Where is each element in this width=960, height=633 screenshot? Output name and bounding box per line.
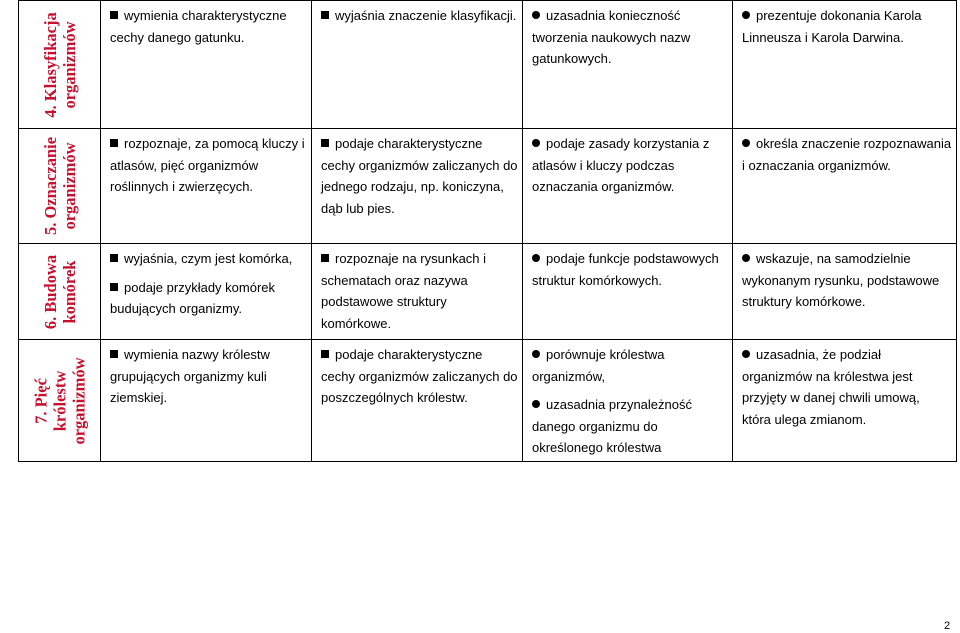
circle-bullet-icon [532, 11, 540, 19]
requirement-text: wymienia nazwy królestw grupujących organizmy kuli ziemskiej. [110, 347, 270, 405]
table-row [19, 1, 957, 129]
requirement-cell [312, 1, 523, 129]
requirement-item [110, 133, 307, 198]
section-title-line: 4. Klasyfikacja [40, 11, 60, 118]
requirement-text: podaje funkcje podstawowych struktur komórkowych. [532, 251, 719, 288]
requirement-item [321, 5, 518, 27]
table-row [19, 244, 957, 340]
section-title [41, 254, 79, 328]
requirement-text: prezentuje dokonania Karola Linneusza i Karola Darwina. [742, 8, 922, 45]
requirement-item [742, 133, 952, 176]
section-title-line: komórek [59, 260, 79, 323]
requirement-text: wyjaśnia, czym jest komórka, [124, 251, 293, 266]
requirement-text: określa znaczenie rozpoznawania i oznaczania organizmów. [742, 136, 952, 173]
section-title-line: organizmów [59, 20, 79, 109]
section-title-cell [19, 244, 101, 340]
requirement-item [110, 248, 307, 270]
circle-bullet-icon [742, 139, 750, 147]
requirement-cell [523, 129, 733, 244]
requirement-text: wyjaśnia znaczenie klasyfikacji. [335, 8, 517, 23]
requirement-cell [733, 340, 957, 462]
requirement-cell [733, 129, 957, 244]
section-title-line: organizmów [69, 356, 88, 445]
requirement-item [742, 248, 952, 313]
requirement-text: podaje zasady korzystania z atlasów i kluczy podczas oznaczania organizmów. [532, 136, 710, 194]
requirement-cell [733, 1, 957, 129]
section-title-cell [19, 340, 101, 462]
requirement-text: uzasadnia przynależność danego organizmu do określonego królestwa [532, 397, 692, 455]
requirement-item [110, 344, 307, 409]
square-bullet-icon [110, 11, 118, 19]
requirement-text: rozpoznaje, za pomocą kluczy i atlasów, pięć organizmów roślinnych i zwierzęcych. [110, 136, 305, 194]
requirement-cell [312, 129, 523, 244]
page-number: 2 [944, 620, 951, 632]
section-title [41, 12, 79, 117]
square-bullet-icon [321, 11, 329, 19]
square-bullet-icon [321, 254, 329, 262]
section-title-cell [19, 1, 101, 129]
requirement-text: podaje przykłady komórek budujących organizmy. [110, 279, 276, 316]
section-title-line: organizmów [59, 142, 79, 230]
section-title-line: 5. Oznaczanie [40, 136, 60, 236]
requirement-text: podaje charakterystyczne cechy organizmów zaliczanych do jednego rodzaju, np. koniczyna, dąb lub pies. [321, 136, 518, 216]
requirement-text: wymienia charakterystyczne cechy danego gatunku. [110, 8, 287, 45]
requirement-item [532, 133, 728, 198]
square-bullet-icon [110, 139, 118, 147]
requirement-cell [101, 129, 312, 244]
requirement-cell [101, 244, 312, 340]
section-title-line: 7. Pięć [31, 377, 50, 424]
section-title [31, 357, 88, 444]
requirement-cell [523, 1, 733, 129]
requirement-text: porównuje królestwa organizmów, [532, 347, 665, 384]
circle-bullet-icon [532, 254, 540, 262]
requirement-item [321, 133, 518, 219]
requirement-item [532, 344, 728, 387]
circle-bullet-icon [532, 350, 540, 358]
requirement-text: uzasadnia, że podział organizmów na królestwa jest przyjęty w danej chwili umową, która ulega zmianom. [742, 347, 920, 427]
requirement-item [110, 5, 307, 48]
square-bullet-icon [321, 139, 329, 147]
section-title-line: 6. Budowa [40, 254, 60, 329]
requirement-item [742, 5, 952, 48]
circle-bullet-icon [532, 139, 540, 147]
requirement-item [321, 248, 518, 334]
circle-bullet-icon [742, 11, 750, 19]
circle-bullet-icon [532, 400, 540, 408]
section-title [41, 137, 79, 235]
requirement-item [532, 5, 728, 70]
section-title-cell [19, 129, 101, 244]
circle-bullet-icon [742, 254, 750, 262]
requirement-cell [101, 340, 312, 462]
circle-bullet-icon [742, 350, 750, 358]
requirement-cell [523, 244, 733, 340]
requirement-cell [523, 340, 733, 462]
requirement-cell [312, 340, 523, 462]
requirement-item [532, 248, 728, 291]
requirement-text: uzasadnia konieczność tworzenia naukowych nazw gatunkowych. [532, 8, 691, 66]
square-bullet-icon [321, 350, 329, 358]
requirement-cell [312, 244, 523, 340]
requirement-item [110, 277, 307, 320]
square-bullet-icon [110, 350, 118, 358]
square-bullet-icon [110, 283, 118, 291]
curriculum-table [18, 0, 957, 462]
requirement-text: podaje charakterystyczne cechy organizmów zaliczanych do poszczególnych królestw. [321, 347, 518, 405]
section-title-line: królestw [50, 370, 69, 431]
requirement-item [532, 394, 728, 459]
requirement-cell [101, 1, 312, 129]
table-row [19, 340, 957, 462]
requirement-cell [733, 244, 957, 340]
requirement-item [321, 344, 518, 409]
requirement-text: wskazuje, na samodzielnie wykonanym rysunku, podstawowe struktury komórkowe. [742, 251, 940, 309]
requirement-text: rozpoznaje na rysunkach i schematach oraz nazywa podstawowe struktury komórkowe. [321, 251, 487, 331]
requirement-item [742, 344, 952, 430]
table-row [19, 129, 957, 244]
square-bullet-icon [110, 254, 118, 262]
